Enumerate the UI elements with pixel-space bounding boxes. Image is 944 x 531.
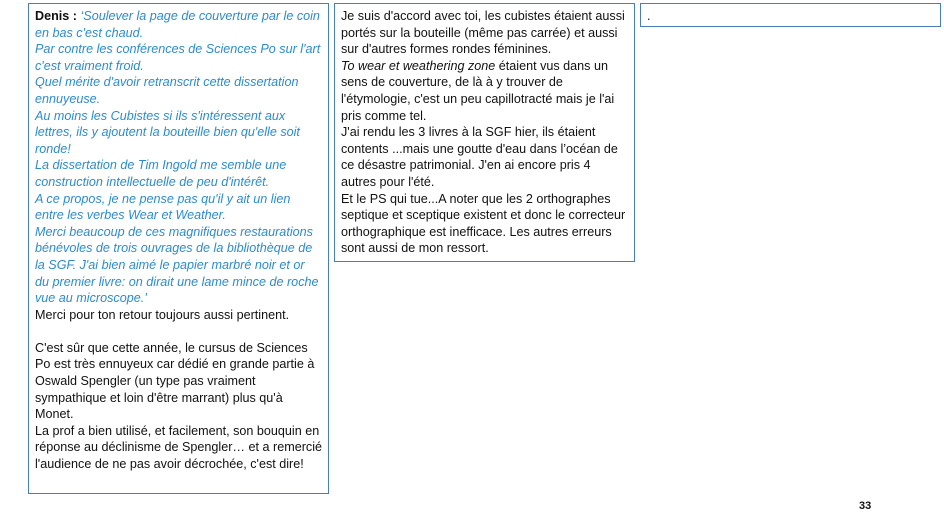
comment-box-left <box>28 3 329 494</box>
paragraph-spacer <box>35 323 322 340</box>
response-text: étaient vus dans un sens de couverture, de là à y trouver de l'étymologie, c'est un peu capillotracté mais je l'ai pris comme tel. <box>341 58 615 123</box>
quote-line: Quel mérite d'avoir retranscrit cette dissertation ennuyeuse. <box>35 75 299 106</box>
quote-line: Au moins les Cubistes si ils s'intéressent aux lettres, ils y ajoutent la bouteille bien qu'elle soit ronde! <box>35 108 300 156</box>
quote-paragraph <box>35 8 322 41</box>
response-paragraph <box>341 58 628 124</box>
quote-line: Par contre les conférences de Sciences Po sur l'art c'est vraiment froid. <box>35 42 321 73</box>
reply-paragraph: La prof a bien utilisé, et facilement, son bouquin en réponse au déclinisme de Spengler… et a remercié l'audience de ne pas avoir décrochée, c'est dire! <box>35 423 323 472</box>
placeholder-text: . <box>647 9 651 23</box>
response-paragraph: J'ai rendu les 3 livres à la SGF hier, ils étaient contents ...mais une goutte d'eau dans l’océan de ce désastre patrimonial. J'en ai encore pris 4 autres pour l'été. <box>341 125 618 189</box>
comment-box-right <box>640 3 941 27</box>
italic-phrase: To wear et weathering zone <box>341 58 496 73</box>
response-paragraph: Je suis d'accord avec toi, les cubistes étaient aussi portés sur la bouteille (même pas carrée) et aussi sur d'autres formes rondes féminines. <box>341 9 625 57</box>
reply-paragraph: Merci pour ton retour toujours aussi pertinent. <box>35 307 290 322</box>
speaker-label: Denis : <box>35 9 77 23</box>
reply-paragraph: C'est sûr que cette année, le cursus de Sciences Po est très ennuyeux car dédié en grande partie à Oswald Spengler (un type pas vraiment sympathique et loin d'être marrant) plus qu'à Monet. <box>35 340 315 422</box>
comment-box-middle <box>334 3 635 262</box>
quote-line: ‘Soulever la page de couverture par le coin en bas c'est chaud. <box>35 9 320 40</box>
page-number: 33 <box>859 500 872 512</box>
quote-line: Merci beaucoup de ces magnifiques restaurations bénévoles de trois ouvrages de la bibliothèque de la SGF. J'ai bien aimé le papier marbré noir et or du premier livre: on dirait une lame mince de roche vue au microscope.’ <box>35 224 319 306</box>
quote-line: La dissertation de Tim Ingold me semble une construction intellectuelle de peu d'intérêt. <box>35 158 287 189</box>
response-paragraph: Et le PS qui tue...A noter que les 2 orthographes septique et sceptique existent et donc le correcteur orthographique est inefficace. Les autres erreurs sont aussi de mon ressort. <box>341 191 626 256</box>
quote-line: A ce propos, je ne pense pas qu'il y ait un lien entre les verbes Wear et Weather. <box>35 191 291 223</box>
